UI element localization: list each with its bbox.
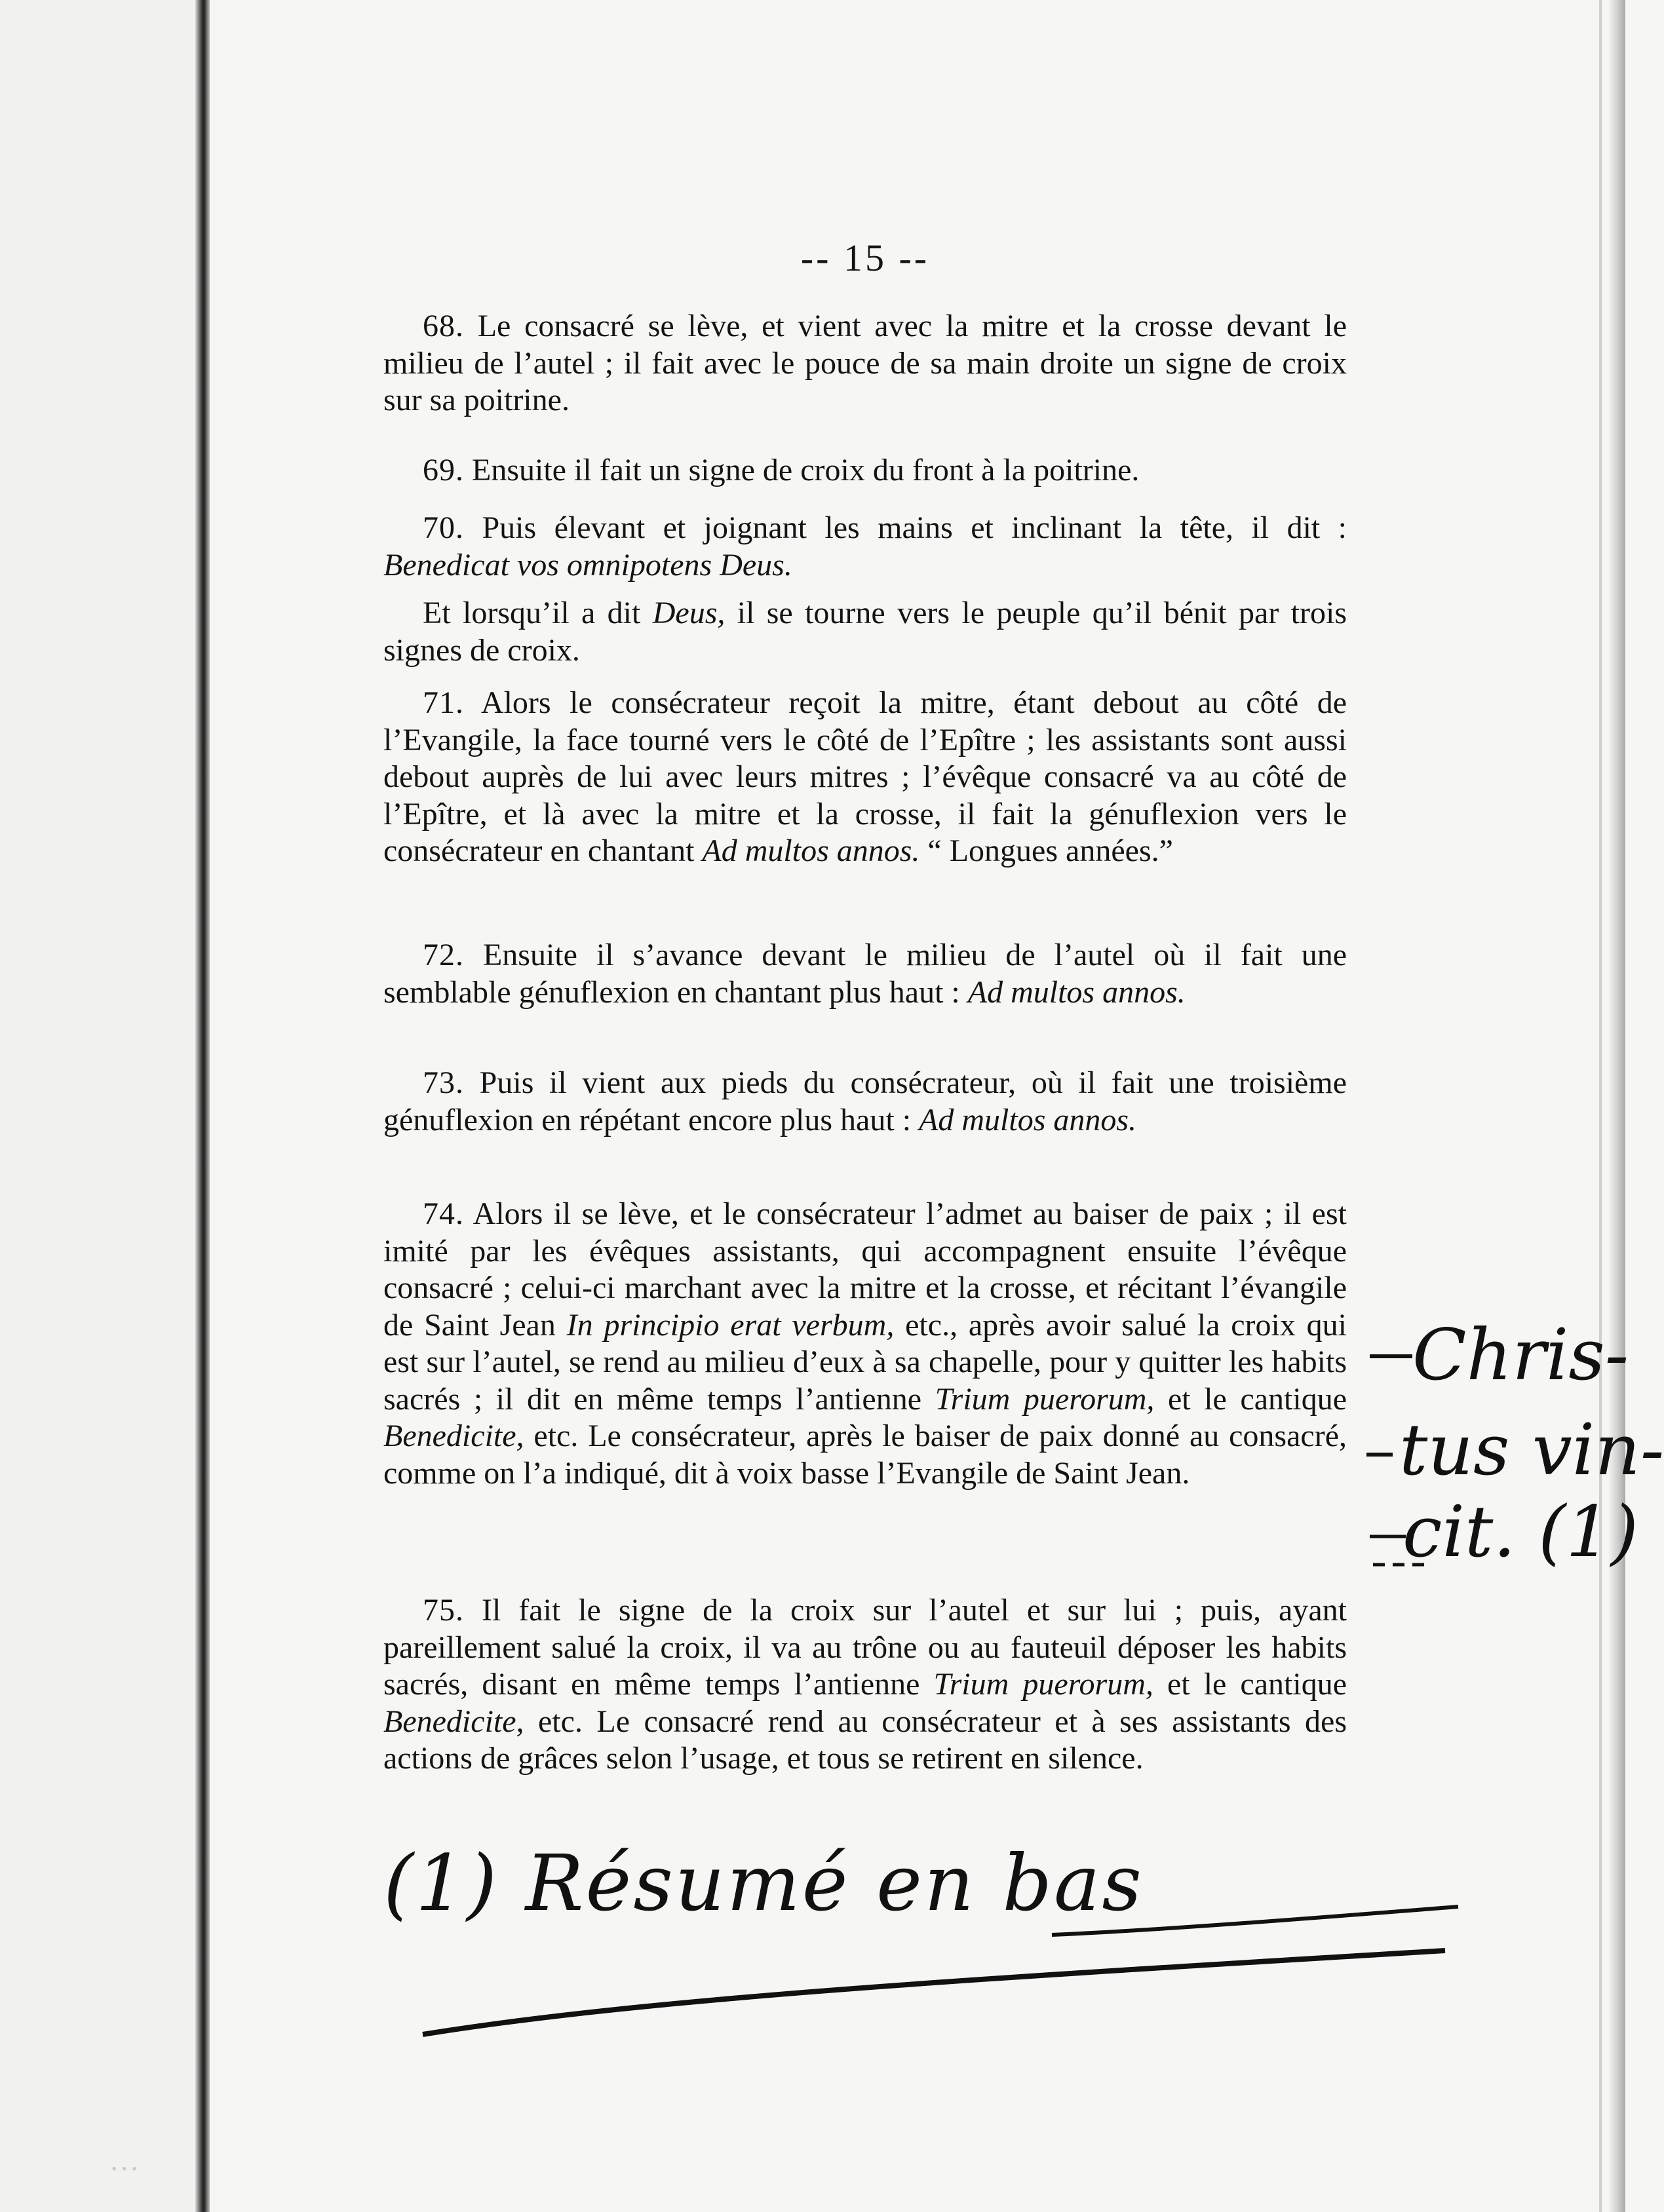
paragraph-74: [383, 1196, 1347, 1492]
marginal-note-line-1: Chris-: [1412, 1314, 1629, 1396]
right-page-edge-line: [1599, 0, 1602, 2212]
paragraph-text: Alors il se lève, et le consécrateur l’admet au baiser de paix ; il est imité par les évêques assistants, qui accompagnent ensuite l’évêque consacré ; celui-ci marchant avec la mitre et la crosse, et récitant l’évangile de Saint Jean In principio erat verbum, etc., après avoir salué la croix qui est sur l’autel, se rend au milieu d’eux à sa chapelle, pour y quitter les habits sacrés ; il dit en même temps l’antienne Trium puerorum, et le cantique Benedicite, etc. Le consécrateur, après le baiser de paix donné au consacré, comme on l’a indiqué, dit à voix basse l’Evangile de Saint Jean.: [383, 1196, 1347, 1491]
paragraph-text: Ensuite il s’avance devant le milieu de l’autel où il fait une semblable génuflexion en chantant plus haut : Ad multos annos.: [383, 938, 1347, 1010]
paragraph-number: 73.: [423, 1065, 464, 1100]
left-page-bleed-mark: …: [111, 2143, 138, 2177]
paragraph-number: 69.: [423, 453, 464, 487]
paragraph-75: [383, 1592, 1347, 1778]
paragraph-text: Et lorsqu’il a dit Deus, il se tourne vers le peuple qu’il bénit par trois signes de croix.: [383, 596, 1347, 668]
paragraph-text: Ensuite il fait un signe de croix du front à la poitrine.: [472, 453, 1140, 487]
paragraph-71: [383, 685, 1347, 870]
paragraph-number: 74.: [423, 1196, 464, 1231]
paragraph-text: Puis élevant et joignant les mains et inclinant la tête, il dit : Benedicat vos omnipotens Deus.: [383, 510, 1347, 582]
paragraph-69: [383, 452, 1347, 489]
paragraph-73: [383, 1065, 1347, 1139]
paragraph-text: Puis il vient aux pieds du consécrateur, où il fait une troisième génuflexion en répétant encore plus haut : Ad multos annos.: [383, 1065, 1347, 1137]
paragraph-number: 70.: [423, 510, 464, 545]
paragraph-text: Alors le consécrateur reçoit la mitre, étant debout au côté de l’Evangile, la face tourné vers le côté de l’Epître ; les assistants sont aussi debout auprès de lui avec leurs mitres ; l’évêque consacré va au côté de l’Epître, et là avec la mitre et la crosse, il fait la génuflexion vers le consécrateur en chantant Ad multos annos. “ Longues années.”: [383, 685, 1347, 868]
footnote-handwritten-text: (1) Résumé en bas: [383, 1838, 1144, 1928]
paragraph-72: [383, 937, 1347, 1011]
marginal-note-line-2: tus vin-: [1399, 1409, 1664, 1491]
page-number: -- 15 --: [800, 237, 930, 279]
paragraph-text: Le consacré se lève, et vient avec la mitre et la crosse devant le milieu de l’autel ; il fait avec le pouce de sa main droite un signe de croix sur sa poitrine.: [383, 309, 1347, 417]
handwritten-footnote: [383, 1838, 1498, 2041]
right-page-edge: [1608, 0, 1625, 2212]
paragraph-68: [383, 308, 1347, 419]
paragraph-70: [383, 510, 1347, 584]
paragraph-number: 71.: [423, 685, 464, 720]
paragraph-number: 72.: [423, 938, 464, 972]
left-page-edge: [0, 0, 203, 2212]
footnote-flourish-line: [383, 1838, 1498, 2041]
paragraph-text: Il fait le signe de la croix sur l’autel et sur lui ; puis, ayant pareillement salué la croix, il va au trône ou au fauteuil déposer les habits sacrés, disant en même temps l’antienne Trium puerorum, et le cantique Benedicite, etc. Le consacré rend au consécrateur et à ses assistants des actions de grâces selon l’usage, et tous se retirent en silence.: [383, 1593, 1347, 1776]
paragraph-number: 75.: [423, 1593, 464, 1628]
marginal-note-line-3: cit. (1): [1403, 1491, 1639, 1573]
paragraph-number: 68.: [423, 309, 464, 343]
handwritten-marginal-note: [1366, 1314, 1664, 1592]
binding-gutter: [195, 0, 210, 2212]
paragraph-70-continued: [383, 595, 1347, 669]
